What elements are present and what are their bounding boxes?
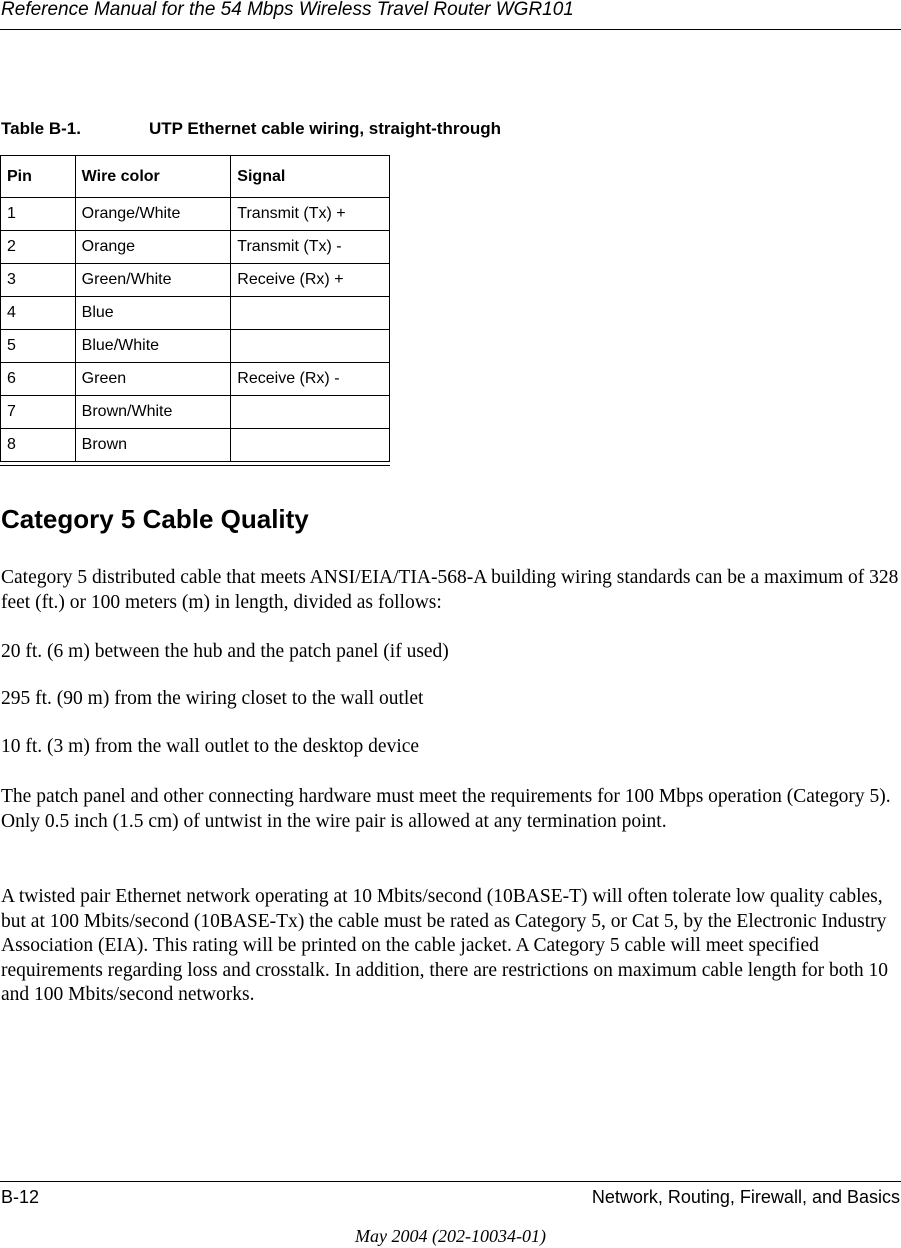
footer-page-number: B-12	[1, 1187, 40, 1207]
cell-wire-color: Green	[75, 363, 231, 396]
cell-wire-color: Orange/White	[75, 198, 231, 231]
cell-signal	[231, 396, 390, 429]
footer-rule	[0, 1181, 901, 1182]
paragraph-segment-closet: 295 ft. (90 m) from the wiring closet to the wall outlet	[1, 688, 424, 709]
cell-wire-color: Brown	[75, 429, 231, 462]
column-header-pin: Pin	[1, 156, 76, 198]
paragraph-segment-hub: 20 ft. (6 m) between the hub and the patch panel (if used)	[1, 641, 449, 662]
table-row	[1, 198, 390, 231]
paragraph-patch-panel: The patch panel and other connecting hardware must meet the requirements for 100 Mbps operation (Category 5). Only 0.5 inch (1.5 cm) of untwist in the wire pair is allowed at any termination point.	[1, 786, 891, 832]
table-caption-title: UTP Ethernet cable wiring, straight-through	[149, 119, 501, 138]
cell-signal: Receive (Rx) +	[231, 264, 390, 297]
cell-signal	[231, 330, 390, 363]
column-header-signal: Signal	[231, 156, 390, 198]
table-header-row	[1, 156, 390, 198]
table-caption	[1, 119, 501, 139]
table-row	[1, 231, 390, 264]
cell-wire-color: Blue	[75, 297, 231, 330]
cell-signal: Transmit (Tx) +	[231, 198, 390, 231]
table-bottom-rule	[0, 465, 390, 466]
cell-wire-color: Brown/White	[75, 396, 231, 429]
cell-pin: 3	[1, 264, 76, 297]
cell-signal: Transmit (Tx) -	[231, 231, 390, 264]
wiring-table	[0, 155, 390, 462]
footer-chapter: Network, Routing, Firewall, and Basics	[591, 1187, 900, 1207]
cell-pin: 4	[1, 297, 76, 330]
cell-signal	[231, 297, 390, 330]
cell-pin: 1	[1, 198, 76, 231]
paragraph-intro: Category 5 distributed cable that meets ANSI/EIA/TIA-568-A building wiring standards can be a maximum of 328 feet (ft.) or 100 meters (m) in length, divided as follows:	[1, 567, 899, 613]
table-row	[1, 396, 390, 429]
cell-signal	[231, 429, 390, 462]
page-header	[0, 0, 901, 30]
cell-wire-color: Blue/White	[75, 330, 231, 363]
cell-pin: 5	[1, 330, 76, 363]
cell-pin: 8	[1, 429, 76, 462]
cell-pin: 7	[1, 396, 76, 429]
table-row	[1, 363, 390, 396]
section-heading: Category 5 Cable Quality	[1, 504, 309, 534]
cell-wire-color: Orange	[75, 231, 231, 264]
table-row	[1, 264, 390, 297]
table-row	[1, 330, 390, 363]
footer-date: May 2004 (202-10034-01)	[355, 1226, 546, 1246]
header-title: Reference Manual for the 54 Mbps Wireless Travel Router WGR101	[1, 0, 574, 20]
cell-pin: 6	[1, 363, 76, 396]
cell-pin: 2	[1, 231, 76, 264]
table-caption-number: Table B-1.	[1, 119, 81, 138]
cell-wire-color: Green/White	[75, 264, 231, 297]
paragraph-segment-desktop: 10 ft. (3 m) from the wall outlet to the desktop device	[1, 736, 420, 757]
table-row	[1, 297, 390, 330]
paragraph-twisted-pair: A twisted pair Ethernet network operating at 10 Mbits/second (10BASE-T) will often tolerate low quality cables, but at 100 Mbits/second (10BASE-Tx) the cable must be rated as Category 5, or Cat 5, by the Electronic Industry Association (EIA). This rating will be printed on the cable jacket. A Category 5 cable will meet specified requirements regarding loss and crosstalk. In addition, there are restrictions on maximum cable length for both 10 and 100 Mbits/second networks.	[1, 886, 889, 1005]
cell-signal: Receive (Rx) -	[231, 363, 390, 396]
table-row	[1, 429, 390, 462]
column-header-wire-color: Wire color	[75, 156, 231, 198]
